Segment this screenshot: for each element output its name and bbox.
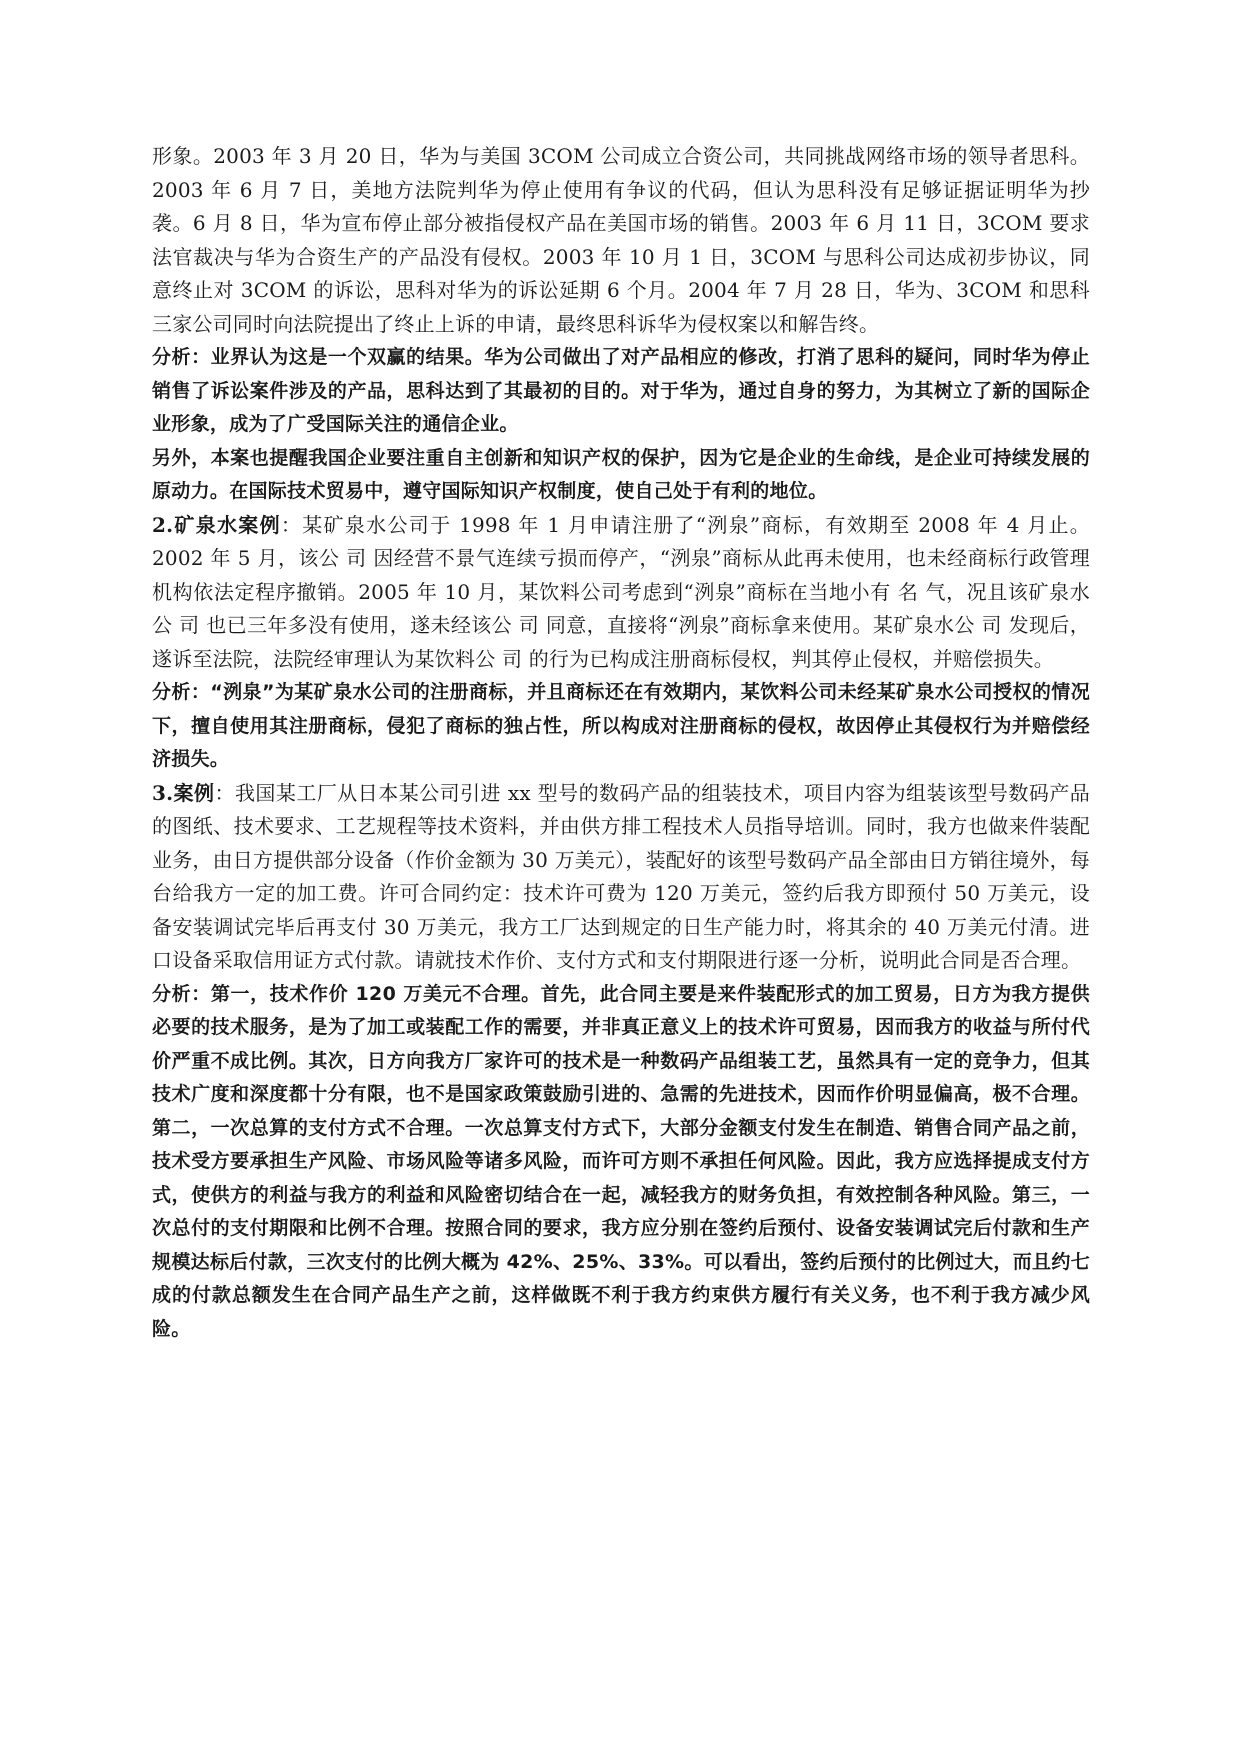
case-2-heading: 2.矿泉水案例 <box>152 512 281 537</box>
case-3-analysis-paragraph: 分析：第一，技术作价 120 万美元不合理。首先，此合同主要是来件装配形式的加工贸易，日方为我方提供必要的技术服务，是为了加工或装配工作的需要，并非真正意义上的技术许可贸易，因而我方的收益与所付代价严重不成比例。其次，日方向我方厂家许可的技术是一种数码产品组装工艺，虽然具有一定的竞争力，但其技术广度和深度都十分有限，也不是国家政策鼓励引进的、急需的先进技术，因而作价明显偏高，极不合理。第二，一次总算的支付方式不合理。一次总算支付方式下，大部分金额支付发生在制造、销售合同产品之前，技术受方要承担生产风险、市场风险等诸多风险，而许可方则不承担任何风险。因此，我方应选择提成支付方式，使供方的利益与我方的利益和风险密切结合在一起，减轻我方的财务负担，有效控制各种风险。第三，一次总付的支付期限和比例不合理。按照合同的要求，我方应分别在签约后预付、设备安装调试完后付款和生产规模达标后付款，三次支付的比例大概为 42%、25%、33%。可以看出，签约后预付的比例过大，而且约七成的付款总额发生在合同产品生产之前，这样做既不利于我方约束供方履行有关义务，也不利于我方减少风险。 <box>152 982 1090 1340</box>
case-3-paragraph <box>152 777 1090 978</box>
case-2-body: ：某矿泉水公司于 1998 年 1 月申请注册了“洌泉”商标，有效期至 2008 年 4 月止。2002 年 5 月，该公 司 因经营不景气连续亏损而停产，“洌泉”商标从此再未使用，也未经商标行政管理机构依法定程序撤销。2005 年 10 月，某饮料公司考虑到“洌泉”商标在当地小有 名 气，况且该矿泉水公 司 也已三年多没有使用，遂未经该公 司 同意，直接将“洌泉”商标拿来使用。某矿泉水公 司 发现后，遂诉至法院，法院经审理认为某饮料公 司 的行为已构成注册商标侵权，判其停止侵权，并赔偿损失。 <box>152 512 1091 671</box>
analysis-continuation-paragraph: 另外，本案也提醒我国企业要注重自主创新和知识产权的保护，因为它是企业的生命线，是企业可持续发展的原动力。在国际技术贸易中，遵守国际知识产权制度，使自己处于有利的地位。 <box>152 446 1090 502</box>
case-narrative-paragraph: 形象。2003 年 3 月 20 日，华为与美国 3COM 公司成立合资公司，共同挑战网络市场的领导者思科。2003 年 6 月 7 日，美地方法院判华为停止使用有争议的代码，但认为思科没有足够证据证明华为抄袭。6 月 8 日，华为宣布停止部分被指侵权产品在美国市场的销售。2003 年 6 月 11 日，3COM 要求法官裁决与华为合资生产的产品没有侵权。2003 年 10 月 1 日，3COM 与思科公司达成初步协议，同意终止对 3COM 的诉讼，思科对华为的诉讼延期 6 个月。2004 年 7 月 28 日，华为、3COM 和思科三家公司同时向法院提出了终止上诉的申请，最终思科诉华为侵权案以和解告终。 <box>152 144 1090 336</box>
document-page <box>152 140 1090 1346</box>
case-2-analysis-paragraph: 分析：“洌泉”为某矿泉水公司的注册商标，并且商标还在有效期内，某饮料公司未经某矿泉水公司授权的情况下，擅自使用其注册商标，侵犯了商标的独占性，所以构成对注册商标的侵权，故因停止其侵权行为并赔偿经济损失。 <box>152 681 1090 770</box>
case-3-heading: 3.案例 <box>152 780 215 805</box>
case-2-paragraph <box>152 509 1090 677</box>
analysis-paragraph: 分析：业界认为这是一个双赢的结果。华为公司做出了对产品相应的修改，打消了思科的疑问，同时华为停止销售了诉讼案件涉及的产品，思科达到了其最初的目的。对于华为，通过自身的努力，为其树立了新的国际企业形象，成为了广受国际关注的通信企业。 <box>152 346 1090 435</box>
case-3-body: ：我国某工厂从日本某公司引进 xx 型号的数码产品的组装技术，项目内容为组装该型号数码产品的图纸、技术要求、工艺规程等技术资料，并由供方排工程技术人员指导培训。同时，我方也做来件装配业务，由日方提供部分设备（作价金额为 30 万美元），装配好的该型号数码产品全部由日方销往境外，每台给我方一定的加工费。许可合同约定：技术许可费为 120 万美元，签约后我方即预付 50 万美元，设备安装调试完毕后再支付 30 万美元，我方工厂达到规定的日生产能力时，将其余的 40 万美元付清。进口设备采取信用证方式付款。请就技术作价、支付方式和支付期限进行逐一分析，说明此合同是否合理。 <box>152 780 1090 972</box>
